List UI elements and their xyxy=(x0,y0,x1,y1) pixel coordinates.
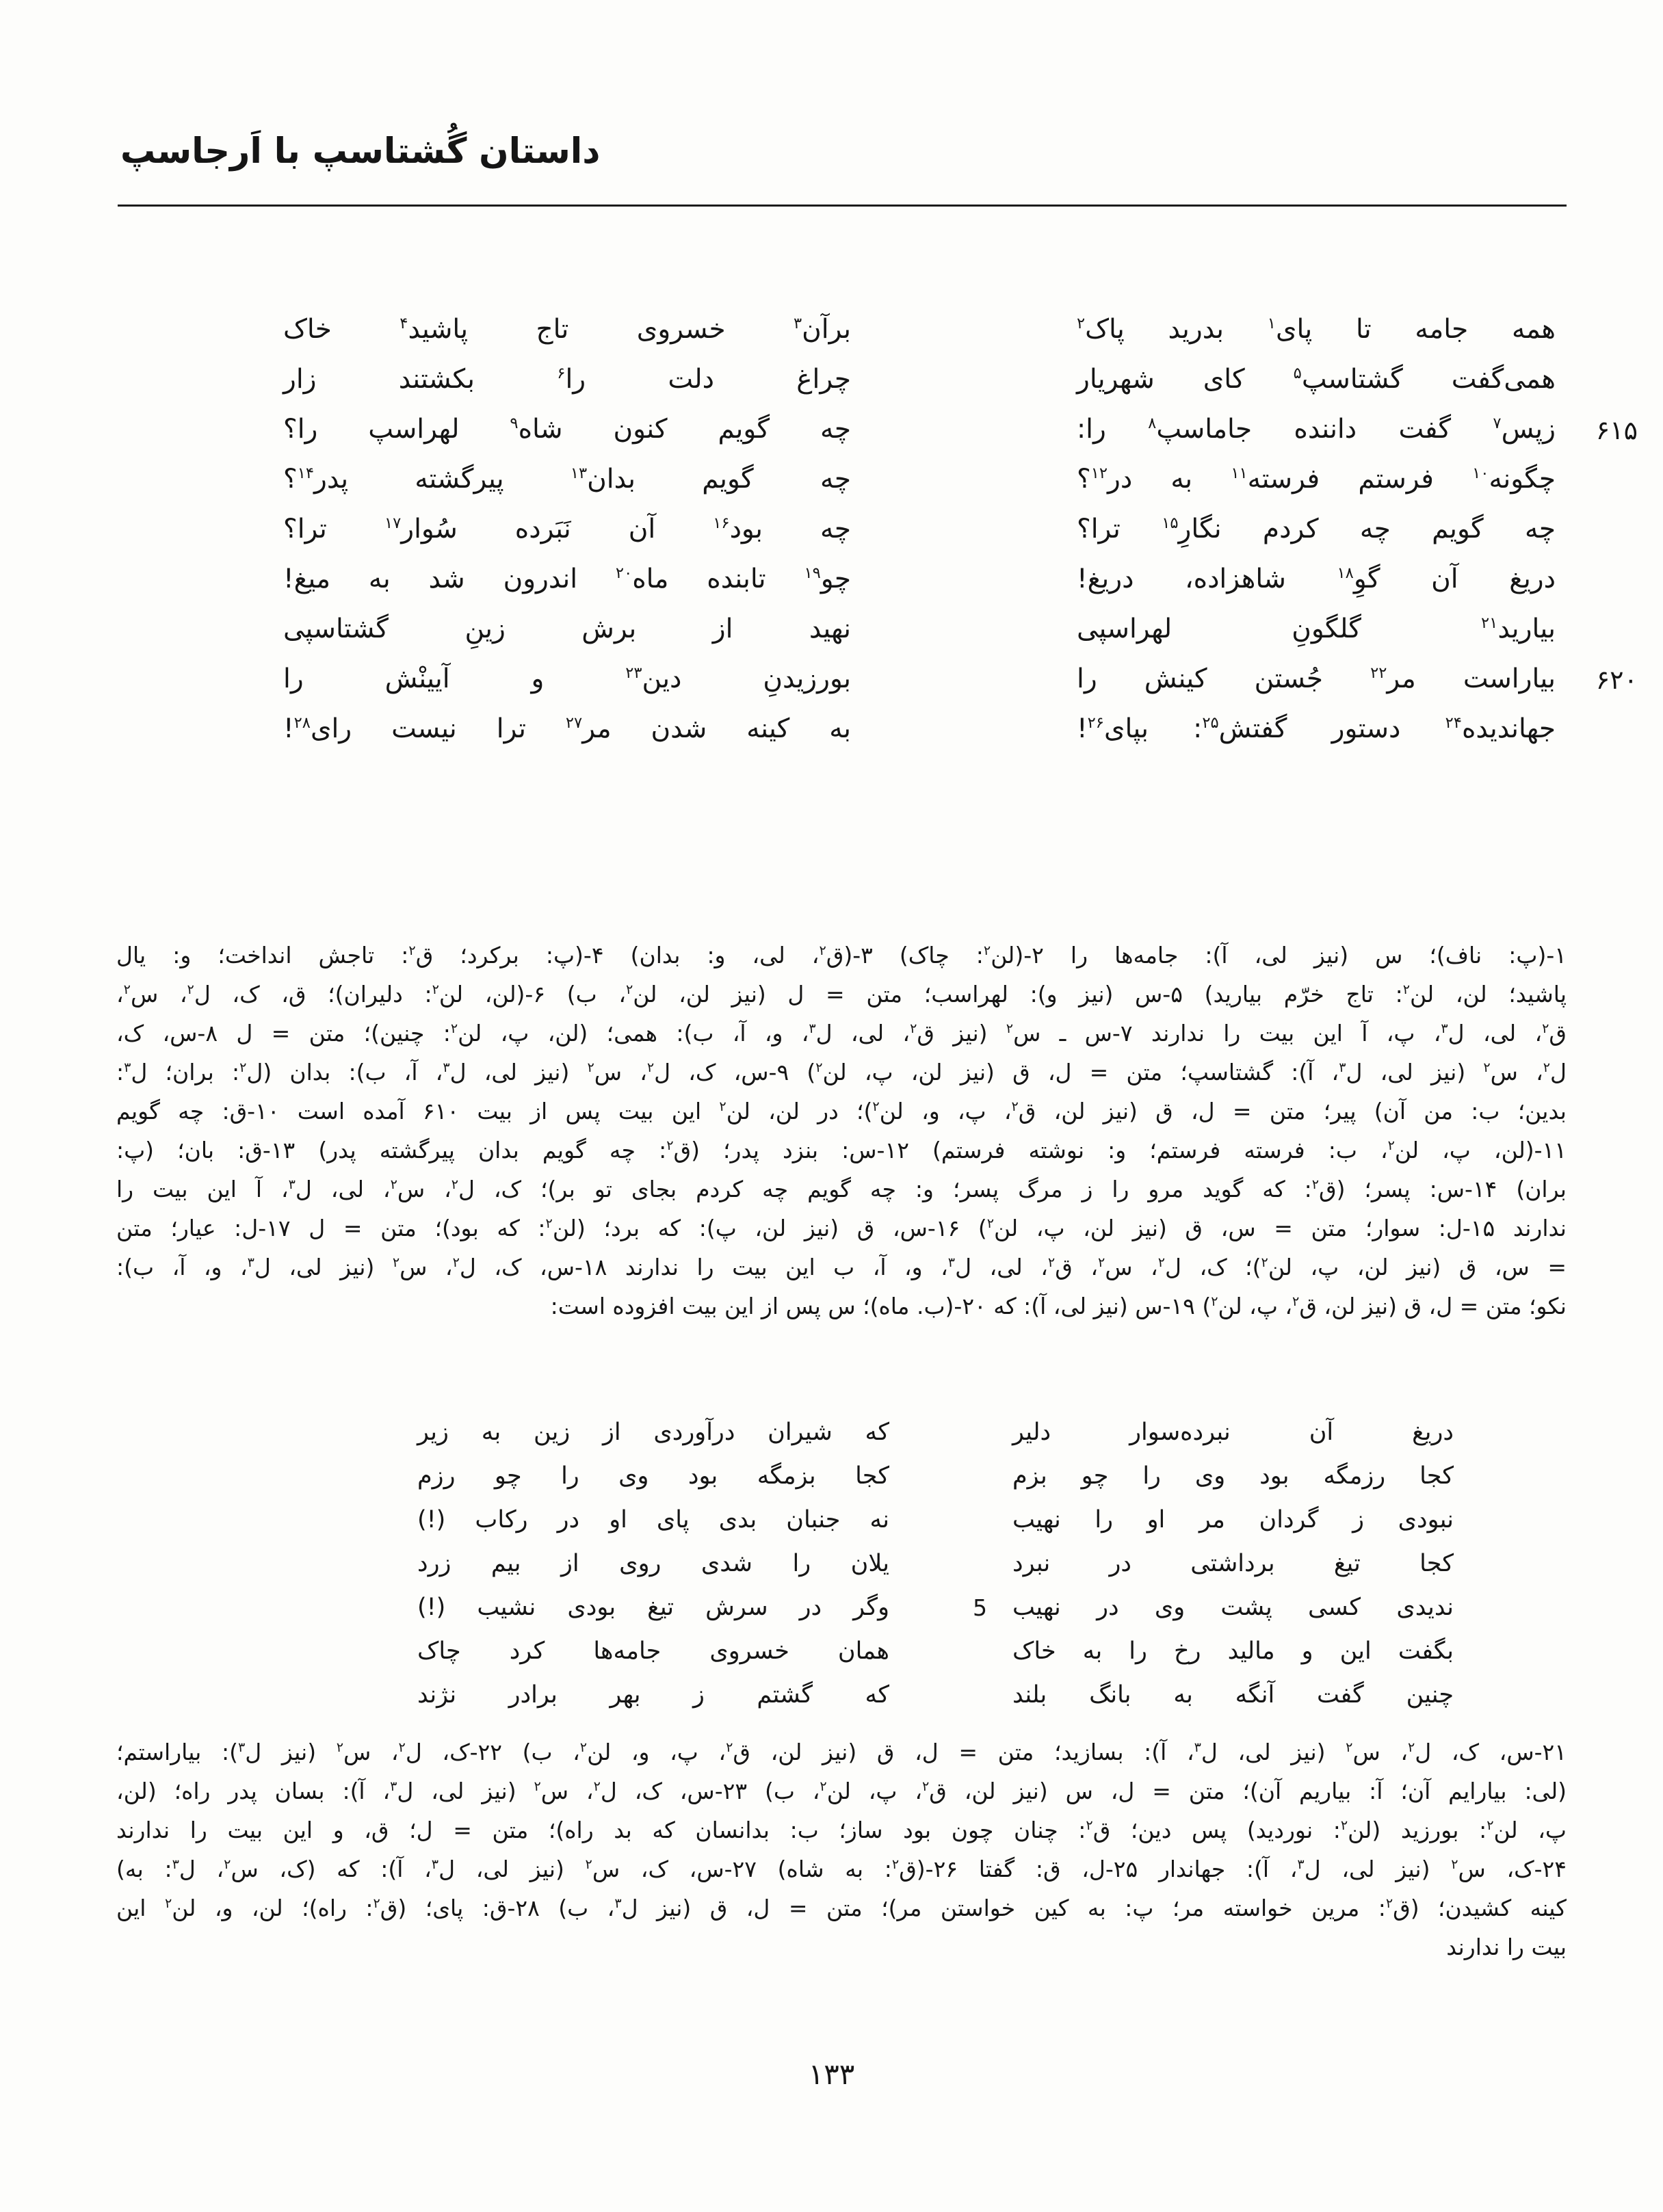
hemistich-first: دریغ آن گوِ$^{۱۸}$ شاهزاده، دریغ! xyxy=(1077,564,1556,595)
apparatus-line: ۱-(پ: ناف)؛ س (نیز لی، آ): جامه‌ها را ۲-(لن$^۲$: چاک) ۳-(ق$^۲$، لی، و: بدان) ۴-(پ: برکرد؛ ق$^۲$: تاجش انداخت؛ و: یال xyxy=(116,942,1567,969)
couplet-row xyxy=(267,505,1642,555)
hemistich-first: بیاراست مر$^{۲۲}$ جُستن کینش را xyxy=(1077,663,1556,695)
main-verse-block xyxy=(267,305,1642,754)
couplet-row xyxy=(267,555,1642,605)
hemistich-second: نهید از برش زینِ گشتاسپی xyxy=(283,614,851,645)
hemistich-second: چه گویم کنون شاه$^۹$ لهراسپ را؟ xyxy=(283,414,851,445)
hemistich-second: چو$^{۱۹}$ تابنده ماه$^{۲۰}$ اندرون شد به میغ! xyxy=(283,564,851,595)
apparatus-line: کینه کشیدن؛ (ق$^۲$: مرین خواسته مر؛ پ: به کین خواستن مر)؛ متن = ل، ق (نیز ل$^۳$، ب) ۲۸-ق: پای؛ (ق$^۲$: راه)؛ لن، و، لن$^۲$ این xyxy=(116,1895,1567,1921)
apparatus-line: = س، ق (نیز لن، پ، لن$^۲$)؛ ک، ل$^۲$، س$^۲$، ق$^۲$، لی، ل$^۳$، و، آ، ب این بیت را ندارند ۱۸-س، ک، ل$^۲$، س$^۲$ (نیز لی، ل$^۳$، و، آ، ب): xyxy=(116,1254,1567,1280)
hemistich-second: به کینه شدن مر$^{۲۷}$ ترا نیست رای$^{۲۸}$! xyxy=(283,713,851,745)
inserted-couplet-row xyxy=(417,1542,1454,1585)
apparatus-line: بیت را ندارند xyxy=(1446,1934,1567,1960)
hemistich-first: چگونه$^{۱۰}$ فرستم فرسته$^{۱۱}$ به در$^{۱۲}$؟ xyxy=(1077,464,1556,495)
inserted-hemistich-second: کجا بزمگه بود وی را چو رزم xyxy=(417,1462,889,1490)
couplet-row xyxy=(267,405,1642,455)
inserted-couplet-row xyxy=(417,1629,1454,1673)
hemistich-first: جهاندیده$^{۲۴}$ دستور گفتش$^{۲۵}$: بپای$^{۲۶}$! xyxy=(1077,713,1556,745)
apparatus-line: نکو؛ متن = ل، ق (نیز لن، ق$^۲$، پ، لن$^۲$) ۱۹-س (نیز لی، آ): که ۲۰-(ب. ماه)؛ س پس از این بیت افزوده است: xyxy=(550,1293,1567,1319)
inserted-hemistich-first: چنین گفت آنگه به بانگ بلند xyxy=(1012,1681,1454,1709)
hemistich-second: چه بود$^{۱۶}$ آن نَبَرده سُوار$^{۱۷}$ ترا؟ xyxy=(283,514,851,545)
hemistich-second: چراغ دلت را$^۶$ بکشتند زار xyxy=(283,364,851,395)
apparatus-inserted-verse-block xyxy=(417,1410,1454,1717)
critical-apparatus-block-1 xyxy=(116,936,1567,1326)
inserted-hemistich-second: که شیران درآوردی از زین به زیر xyxy=(417,1418,889,1446)
apparatus-line: بدین؛ ب: من آن) پیر؛ متن = ل، ق (نیز لن، ق$^۲$، پ، و، لن$^۲$)؛ در لن، لن$^۲$ این بیت پس از بیت ۶۱۰ آمده است ۱۰-ق: چه گویم xyxy=(116,1098,1567,1124)
chapter-running-head: داستان گُشتاسپ با اَرجاسپ xyxy=(120,131,601,172)
inserted-hemistich-second: که گشتم ز بهر برادر نژند xyxy=(417,1681,889,1709)
hemistich-second: برآن$^۳$ خسروی تاج پاشید$^۴$ خاک xyxy=(283,314,851,345)
apparatus-line: پ، لن$^۲$: بورزید (لن$^۲$: نوردید) پس دین؛ ق$^۲$: چنان چون بود ساز؛ ب: بدانسان که بد راه)؛ متن = ل؛ ق، و این بیت را ندارند xyxy=(116,1817,1567,1843)
inserted-hemistich-first: کجا تیغ برداشتی در نبرد xyxy=(1012,1549,1454,1577)
inserted-hemistich-first: ندیدی کسی پشت وی در نهیب xyxy=(1012,1593,1454,1621)
apparatus-line: ۲۴-ک، س$^۲$ (نیز لی، ل$^۳$، آ): جهاندار ۲۵-ل، ق: گفتا ۲۶-(ق$^۲$: به شاه) ۲۷-س، ک، س$^۲$ (نیز لی، ل$^۳$، آ): که (ک، س$^۲$، ل$^۳$: به) xyxy=(116,1856,1567,1882)
inserted-couplet-row xyxy=(417,1410,1454,1454)
apparatus-line: (لی: بیارایم آن؛ آ: بیاریم آن)؛ متن = ل، س (نیز لن، ق$^۲$، پ، لن$^۲$، ب) ۲۳-س، ک، ل$^۲$، س$^۲$ (نیز لی، ل$^۳$، آ): بسان پدر راه؛ (لن، xyxy=(116,1778,1567,1804)
hemistich-second: بورزیدنِ دین$^{۲۳}$ و آیینْش را xyxy=(283,663,851,695)
hemistich-first: همه جامه تا پای$^۱$ بدرید پاک$^۲$ xyxy=(1077,314,1556,345)
verse-number: ۶۲۰ xyxy=(1595,664,1638,695)
hemistich-second: چه گویم بدان$^{۱۳}$ پیرگشته پدر$^{۱۴}$؟ xyxy=(283,464,851,495)
couplet-row xyxy=(267,355,1642,405)
apparatus-line: بران) ۱۴-س: پسر؛ (ق$^۲$: که گوید مرو را ز مرگ پسر؛ و: چه گویم چه کردم بجای تو بر)؛ ک، ل$^۲$، س$^۲$، لی، ل$^۳$، آ این بیت را xyxy=(116,1176,1567,1202)
inserted-hemistich-first: کجا رزمگه بود وی را چو بزم xyxy=(1012,1462,1454,1490)
inserted-hemistich-second: وگر در سرش تیغ بودی نشیب (!) xyxy=(417,1593,889,1621)
couplet-row xyxy=(267,705,1642,754)
inserted-hemistich-first: نبودی ز گردان مر او را نهیب xyxy=(1012,1505,1454,1533)
apparatus-line: پاشید؛ لن، لن$^۲$: تاج خرّم بیارید) ۵-س (نیز و): لهراسب؛ متن = ل (نیز لن، لن$^۲$، ب) ۶-(لن، لن$^۲$: دلیران)؛ ق، ک، ل$^۲$، س$^۲$، xyxy=(116,981,1567,1008)
hemistich-first: بیارید$^{۲۱}$ گلگونِ لهراسپی xyxy=(1077,614,1556,645)
inserted-hemistich-first: دریغ آن نبرده‌سوار دلیر xyxy=(1012,1418,1454,1446)
couplet-row xyxy=(267,605,1642,655)
apparatus-line: ۲۱-س، ک، ل$^۲$، س$^۲$ (نیز لی، ل$^۳$، آ): بسازید؛ متن = ل، ق (نیز لن، ق$^۲$، پ، و، لن$^۲$، ب) ۲۲-ک، ل$^۲$، س$^۲$ (نیز ل$^۳$): بیاراستم؛ xyxy=(116,1739,1567,1765)
couplet-row xyxy=(267,655,1642,705)
inserted-line-number: 5 xyxy=(973,1594,987,1621)
inserted-couplet-row xyxy=(417,1498,1454,1542)
critical-apparatus-block-2 xyxy=(116,1733,1567,1966)
header-rule xyxy=(118,205,1567,207)
inserted-couplet-row xyxy=(417,1673,1454,1717)
verse-number: ۶۱۵ xyxy=(1595,414,1638,445)
inserted-hemistich-second: نه جنبان بدی پای او در رکاب (!) xyxy=(417,1505,889,1533)
apparatus-line: ندارند ۱۵-ل: سوار؛ متن = س، ق (نیز لن، پ، لن$^۲$) ۱۶-س، ق (نیز لن، پ): که برد؛ (لن$^۲$: که بود)؛ متن = ل ۱۷-ل: عیار؛ متن xyxy=(116,1215,1567,1241)
hemistich-first: چه گویم چه کردم نگارِ$^{۱۵}$ ترا؟ xyxy=(1077,514,1556,545)
apparatus-line: ل$^۲$، س$^۲$ (نیز لی، ل$^۳$، آ): گشتاسپ؛ متن = ل، ق (نیز لن، پ، لن$^۲$) ۹-س، ک، ل$^۲$، س$^۲$ (نیز لی، ل$^۳$، آ، ب): بدان (ل$^۲$: بران؛ ل$^۳$: xyxy=(116,1059,1567,1085)
inserted-hemistich-first: بگفت این و مالید رخ را به خاک xyxy=(1012,1637,1454,1665)
hemistich-first: همی‌گفت گشتاسپ$^۵$ کای شهریار xyxy=(1077,364,1556,395)
apparatus-line: ق$^۲$، لی، ل$^۳$، پ، آ این بیت را ندارند ۷-س ـ س$^۲$ (نیز ق$^۲$، لی، ل$^۳$، و، آ، ب): همی؛ (لن، پ، لن$^۲$: چنین)؛ متن = ل ۸-س، ک، xyxy=(116,1020,1567,1046)
couplet-row xyxy=(267,305,1642,355)
inserted-hemistich-second: یلان را شدی روی از بیم زرد xyxy=(417,1549,889,1577)
hemistich-first: زپس$^۷$ گفت داننده جاماسپ$^۸$ را: xyxy=(1077,414,1556,445)
inserted-couplet-row xyxy=(417,1585,1454,1629)
couplet-row xyxy=(267,455,1642,505)
page-number: ۱۳۳ xyxy=(808,2057,855,2091)
inserted-hemistich-second: همان خسروی جامه‌ها کرد چاک xyxy=(417,1637,889,1665)
apparatus-line: ۱۱-(لن، پ، لن$^۲$، ب: فرسته فرستم؛ و: نوشته فرستم) ۱۲-س: بنزد پدر؛ (ق$^۲$: چه گویم بدان پیرگشته پدر) ۱۳-ق: بان؛ (پ: xyxy=(116,1137,1567,1163)
inserted-couplet-row xyxy=(417,1454,1454,1498)
